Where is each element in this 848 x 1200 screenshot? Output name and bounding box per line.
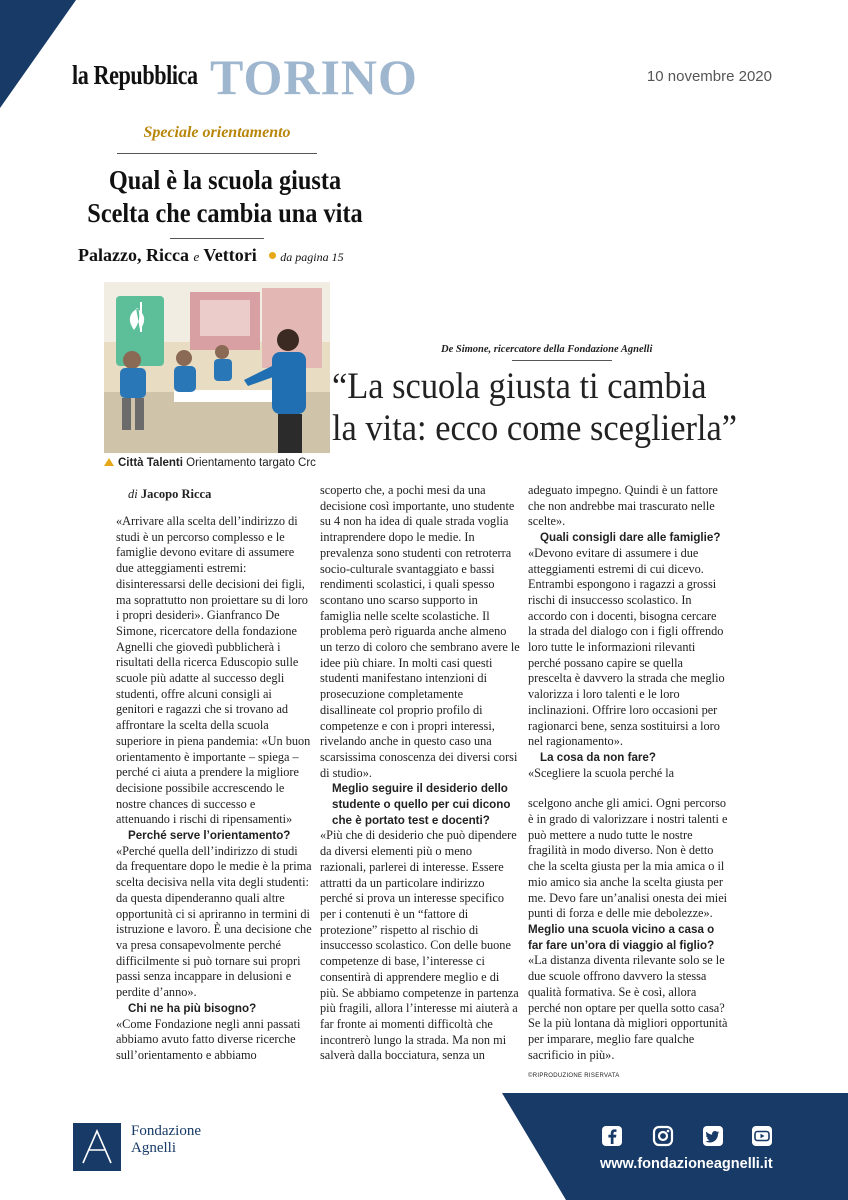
twitter-icon[interactable] bbox=[702, 1125, 724, 1147]
photo-caption-text: Orientamento targato Crc bbox=[186, 457, 316, 469]
bullet-dot-icon bbox=[269, 252, 276, 259]
column-gap bbox=[528, 781, 728, 796]
paragraph: scoperto che, a pochi mesi da una decisione così importante, uno studente su 4 non ha idea di quale strada voglia intraprendere dopo le medie. In prevalenza sono studenti con retroterra socio-culturale svantaggiato e bassi rendimenti scolastici, i quali spesso scontano uno scarso supporto in famiglia nelle scelte scolastiche. Il problema però riguarda anche almeno un terzo di coloro che sembrano avere le idee più chiare. In molti casi questi studenti manifestano intenzioni di prosecuzione completamente disallineate col proprio profilo di competenze e con i propri interessi, rivelando anche in questo caso una scarsissima conoscenza dei diversi corsi di studio». bbox=[320, 483, 520, 780]
foundation-name-line1: Fondazione bbox=[131, 1123, 201, 1139]
footer-band bbox=[502, 1093, 848, 1200]
issue-date: 10 novembre 2020 bbox=[646, 68, 772, 85]
teaser-headline-line2: Scelta che cambia una vita bbox=[87, 198, 363, 228]
website-link[interactable]: www.fondazioneagnelli.it bbox=[600, 1156, 773, 1172]
teaser-authors-part2: Vettori bbox=[203, 245, 257, 265]
article-column-2 bbox=[320, 483, 520, 1064]
paragraph: adeguato impegno. Quindi è un fattore che non andrebbe mai trascurato nelle scelte». bbox=[528, 483, 718, 529]
divider bbox=[170, 238, 264, 239]
paragraph: «Arrivare alla scelta dell’indirizzo di studi è un percorso complesso e le famiglie devono evitare di assumere due atteggiamenti estremi: disinteressarsi delle decisioni dei figli, ma soprattutto non proiettare su di loro i propri desideri». Gianfranco De Simone, ricercatore della fondazione Agnelli che giovedì pubblicherà i risultati della ricerca Eduscopio sulle scuole più adatte al successo degli studenti, offre alcuni consigli ai genitori e ragazzi che si trovano ad affrontare la scelta della scuola superiore in piena pandemia: «Un buon orientamento è importante – spiega – perché ci aiuta a prendere la migliore decisione possibile accrescendo le nostre chances di successo e attenuando i rischi di ripensamenti» bbox=[116, 514, 311, 827]
article-title-line2: la vita: ecco come sceglierla” bbox=[332, 408, 738, 449]
logo-a-icon bbox=[73, 1123, 121, 1171]
paragraph: «Perché quella dell’indirizzo di studi da frequentare dopo le medie è la prima scelta decisiva nella vita degli studenti: da questa dipenderanno quali altre opportunità ci si apriranno in termini di istruzione e lavoro. È una decisione che va presa consapevolmente perché difficilmente si può tornare sui propri passi senza incappare in delusioni e perdite d’anno». bbox=[116, 843, 312, 1000]
article-title bbox=[332, 366, 760, 450]
article-kicker: De Simone, ricercatore della Fondazione Agnelli bbox=[441, 344, 653, 355]
facebook-icon[interactable] bbox=[601, 1125, 623, 1147]
fondazione-agnelli-logo bbox=[73, 1123, 121, 1171]
newspaper-name: la Repubblica bbox=[72, 60, 198, 90]
paragraph: «Scegliere la scuola perché la bbox=[528, 765, 675, 780]
foundation-name-line2: Agnelli bbox=[131, 1140, 176, 1156]
youtube-icon[interactable] bbox=[751, 1125, 773, 1147]
caption-triangle-icon bbox=[104, 458, 114, 466]
divider bbox=[117, 153, 317, 154]
interview-question: Meglio una scuola vicino a casa o far fare un’ora di viaggio al figlio? bbox=[528, 922, 715, 952]
article-photo bbox=[104, 282, 330, 453]
divider bbox=[512, 360, 612, 361]
teaser-authors-conjunction: e bbox=[193, 249, 200, 264]
instagram-icon[interactable] bbox=[652, 1125, 674, 1147]
page-reference: da pagina 15 bbox=[280, 250, 344, 264]
teaser-authors-part1: Palazzo, Ricca bbox=[78, 245, 189, 265]
foundation-name bbox=[131, 1123, 201, 1157]
paragraph: «Devono evitare di assumere i due atteggiamenti estremi di cui dicevo. Entrambi espongono i ragazzi a grossi rischi di insuccesso scolastico. In accordo con i docenti, bisogna cercare la strada del dialogo con i figli offrendo loro tutte le informazioni rilevanti perché possano capire se quella prescelta è davvero la strada che meglio valorizza i loro talenti e le loro inclinazioni. Offrire loro occasioni per ragionarci bene, senza sostituirsi a loro nel ragionamento». bbox=[528, 545, 725, 749]
interview-question: Meglio seguire il desiderio dello studente o quello per cui dicono che è portato test e docenti? bbox=[332, 782, 511, 827]
paragraph: scelgono anche gli amici. Ogni percorso è in grado di valorizzare i nostri talenti e può mettere a nudo tutte le nostre fragilità in modo diverso. Non è detto che la scelta giusta per la mia amica o il mio amico sia anche la scelta giusta per me. Devo fare un’analisi onesta dei miei punti di forza e delle mie debolezze». bbox=[528, 796, 728, 921]
copyright-notice: ©RIPRODUZIONE RISERVATA bbox=[528, 1073, 620, 1080]
classroom-photo-illustration bbox=[104, 282, 330, 453]
interview-question: Chi ne ha più bisogno? bbox=[128, 1001, 257, 1015]
teaser-headline-line1: Qual è la scuola giusta bbox=[108, 165, 342, 195]
paragraph: «Come Fondazione negli anni passati abbiamo avuto fatto diverse ricerche sull’orientamento e abbiamo bbox=[116, 1016, 301, 1062]
paragraph: «Più che di desiderio che può dipendere da diversi elementi più o meno razionali, parlerei di interesse. Essere attratti da un particolare indirizzo perché si prova un interesse specifico per i contenuti è un “fattore di protezione” rispetto al rischio di insuccesso scolastico. Con delle buone competenze di base, l’interesse ci consentirà di apprendere meglio e di più. Se abbiamo competenze in partenza più fragili, allora l’interesse mi aiuterà a far fronte ai momenti difficoltà che incontrerò lungo la strada. Ma non mi salverà dalla bocciatura, senza un bbox=[320, 828, 519, 1063]
photo-caption bbox=[104, 457, 316, 469]
interview-question: La cosa da non fare? bbox=[540, 750, 656, 764]
teaser-authors bbox=[78, 245, 344, 266]
corner-decoration bbox=[0, 0, 76, 108]
author-prefix: di bbox=[128, 487, 138, 501]
interview-question: Quali consigli dare alle famiglie? bbox=[540, 531, 721, 545]
interview-question: Perché serve l’orientamento? bbox=[128, 829, 291, 843]
author-name: Jacopo Ricca bbox=[140, 487, 212, 501]
teaser-kicker: Speciale orientamento bbox=[143, 124, 291, 141]
article-title-line1: “La scuola giusta ti cambia bbox=[332, 366, 707, 407]
photo-caption-title: Città Talenti bbox=[118, 457, 183, 469]
newspaper-city: TORINO bbox=[210, 49, 418, 105]
article-author bbox=[128, 487, 211, 502]
article-column-3 bbox=[528, 483, 728, 1085]
article-column-1 bbox=[116, 514, 312, 1064]
paragraph: «La distanza diventa rilevante solo se le due scuole offrono davvero la stessa qualità formativa. Se è così, allora perché non optare per quella sotto casa? Se la più lontana dà migliori opportunità per imparare, meglio fare qualche sacrificio in più». bbox=[528, 953, 728, 1062]
